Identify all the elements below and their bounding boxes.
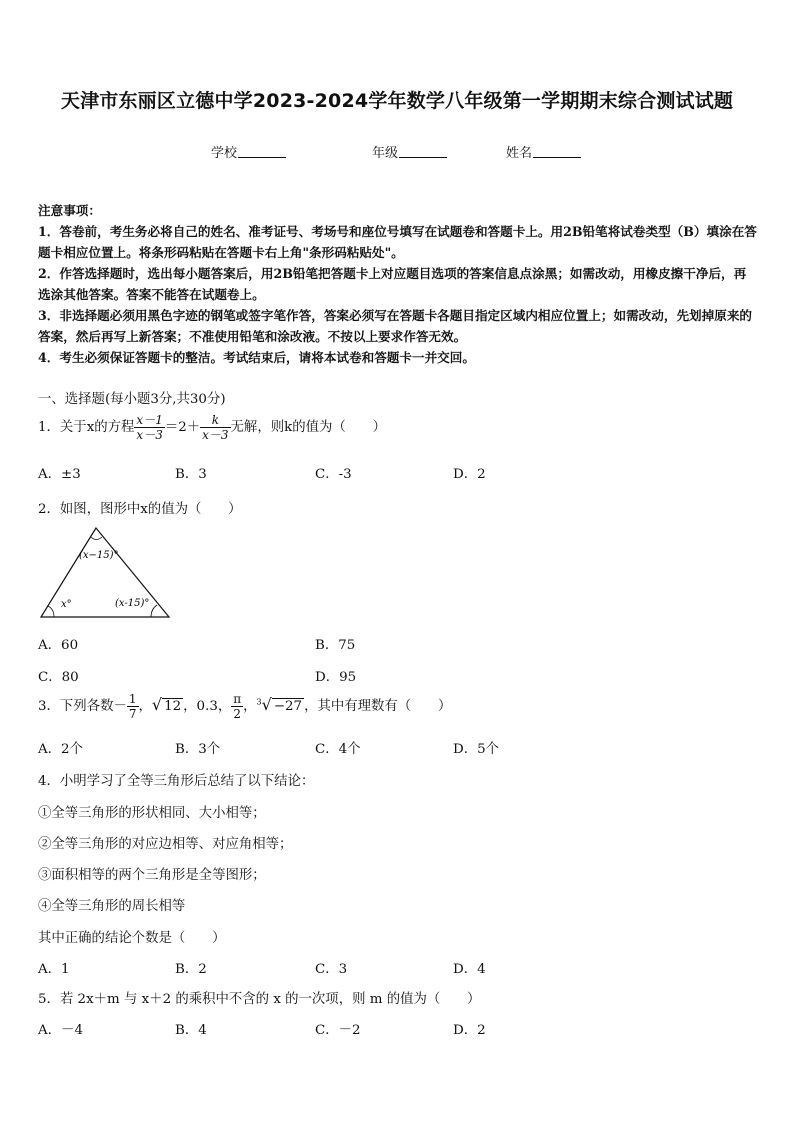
q4-option-b: B．2 (175, 962, 207, 977)
q5-option-c: C．－2 (315, 1023, 361, 1038)
q3-fraction (127, 692, 139, 721)
q5-option-a: A．－4 (38, 1023, 83, 1038)
grade-field (372, 142, 447, 161)
q5-option-d: D．2 (453, 1023, 486, 1038)
school-field (211, 142, 286, 161)
name-blank (533, 145, 581, 158)
question-1 (38, 413, 386, 442)
note-item: 4．考生必须保证答题卡的整洁。考试结束后，请将本试卷和答题卡一并交回。 (38, 350, 475, 365)
note-item: 2．作答选择题时，选出每小题答案后，用2B铅笔把答题卡上对应题目选项的答案信息点涂黑；如需改动，用橡皮擦干净后，再选涂其他答案。答案不能答在试题卷上。 (38, 266, 747, 302)
q4-statement: ④全等三角形的周长相等 (38, 899, 186, 914)
q3-sqrt-radicand: 12 (164, 699, 182, 714)
school-label: 学校 (211, 146, 238, 161)
school-blank (238, 145, 286, 158)
q1-fraction-right (200, 413, 230, 442)
q4-statement: ①全等三角形的形状相同、大小相等； (38, 806, 266, 821)
question-2: 2．如图，图形中x的值为（ ） (38, 502, 242, 517)
page-title: 天津市东丽区立德中学2023-2024学年数学八年级第一学期期末综合测试试题 (60, 90, 734, 112)
q3-suffix: ，其中有理数有（ ） (304, 699, 452, 714)
q4-option-c: C．3 (315, 962, 348, 977)
q3-option-c: C．4个 (315, 742, 361, 757)
name-field (506, 142, 581, 161)
q3-f-denominator: 7 (128, 707, 137, 721)
q1-prefix: 1．关于x的方程 (38, 420, 135, 435)
cube-root-symbol: √ (261, 695, 272, 714)
q4-option-a: A．1 (38, 962, 70, 977)
name-label: 姓名 (506, 146, 533, 161)
section-heading: 一、选择题(每小题3分,共30分) (38, 392, 226, 407)
sqrt-symbol: √ (151, 695, 163, 714)
q3-option-b: B．3个 (175, 742, 221, 757)
q1-option-b: B．3 (175, 467, 207, 482)
q2-option-a: A．60 (38, 638, 79, 653)
q3-pi-numerator: π (233, 692, 242, 706)
grade-blank (399, 145, 447, 158)
q4-statement: ②全等三角形的对应边相等、对应角相等； (38, 837, 293, 852)
q1-suffix: 无解，则k的值为（ ） (230, 420, 386, 435)
q3-pi-fraction (231, 692, 243, 721)
q1-option-a: A．±3 (38, 467, 81, 482)
q1-f1-denominator: x－3 (136, 428, 163, 442)
question-3: 3．下列各数－ $\frac{1}{7}$ ，√ 12 ，0.3， $\frac{\pi}{2}$ ，$^3$√ −27 ，其中有理数有（ ） (38, 692, 452, 721)
q1-fraction-left (134, 413, 164, 442)
q3-middle: ，0.3， (183, 699, 232, 714)
q3-cube-radicand: −27 (273, 699, 303, 714)
q4-statement: ③面积相等的两个三角形是全等图形； (38, 868, 266, 883)
q1-f1-numerator: x－1 (136, 413, 163, 427)
q3-option-a: A．2个 (38, 742, 83, 757)
q3-f-numerator: 1 (128, 692, 137, 706)
q1-middle: ＝2＋ (164, 420, 201, 435)
q5-option-b: B．4 (175, 1023, 207, 1038)
q2-option-b: B．75 (315, 638, 356, 653)
q3-cube-index: 3 (256, 697, 262, 707)
question-5: 5．若 2x＋m 与 x＋2 的乘积中不含的 x 的一次项，则 m 的值为（ ） (38, 992, 481, 1007)
q3-pi-denominator: 2 (233, 707, 241, 721)
question-4: 4．小明学习了全等三角形后总结了以下结论： (38, 774, 315, 789)
q3-option-d: D．5个 (453, 742, 500, 757)
triangle-figure (38, 525, 174, 621)
q2-option-d: D．95 (315, 670, 357, 685)
q1-f2-denominator: x－3 (202, 428, 229, 442)
grade-label: 年级 (372, 146, 399, 161)
q2-option-c: C．80 (38, 670, 79, 685)
note-item: 3．非选择题必须用黑色字迹的钢笔或签字笔作答，答案必须写在答题卡各题目指定区域内相应位置上；如需改动，先划掉原来的答案，然后再写上新答案；不准使用铅笔和涂改液。不按以上要求作答无效。 (38, 308, 753, 344)
note-item: 1．答卷前，考生务必将自己的姓名、准考证号、考场号和座位号填写在试题卷和答题卡上。用2B铅笔将试卷类型（B）填涂在答题卡相应位置上。将条形码粘贴在答题卡右上角"条形码粘贴处"。 (38, 224, 757, 260)
angle-left-label: x° (61, 599, 72, 610)
q1-f2-numerator: k (200, 413, 230, 428)
q4-question: 其中正确的结论个数是（ ） (38, 931, 226, 946)
q1-option-c: C．-3 (315, 467, 352, 482)
q1-option-d: D．2 (453, 467, 486, 482)
notes-heading: 注意事项： (38, 203, 101, 218)
q3-prefix: 3．下列各数－ (38, 699, 127, 714)
q4-option-d: D．4 (453, 962, 486, 977)
angle-right-label: (x-15)° (115, 598, 150, 609)
angle-top-label: (x−15)° (79, 550, 119, 561)
